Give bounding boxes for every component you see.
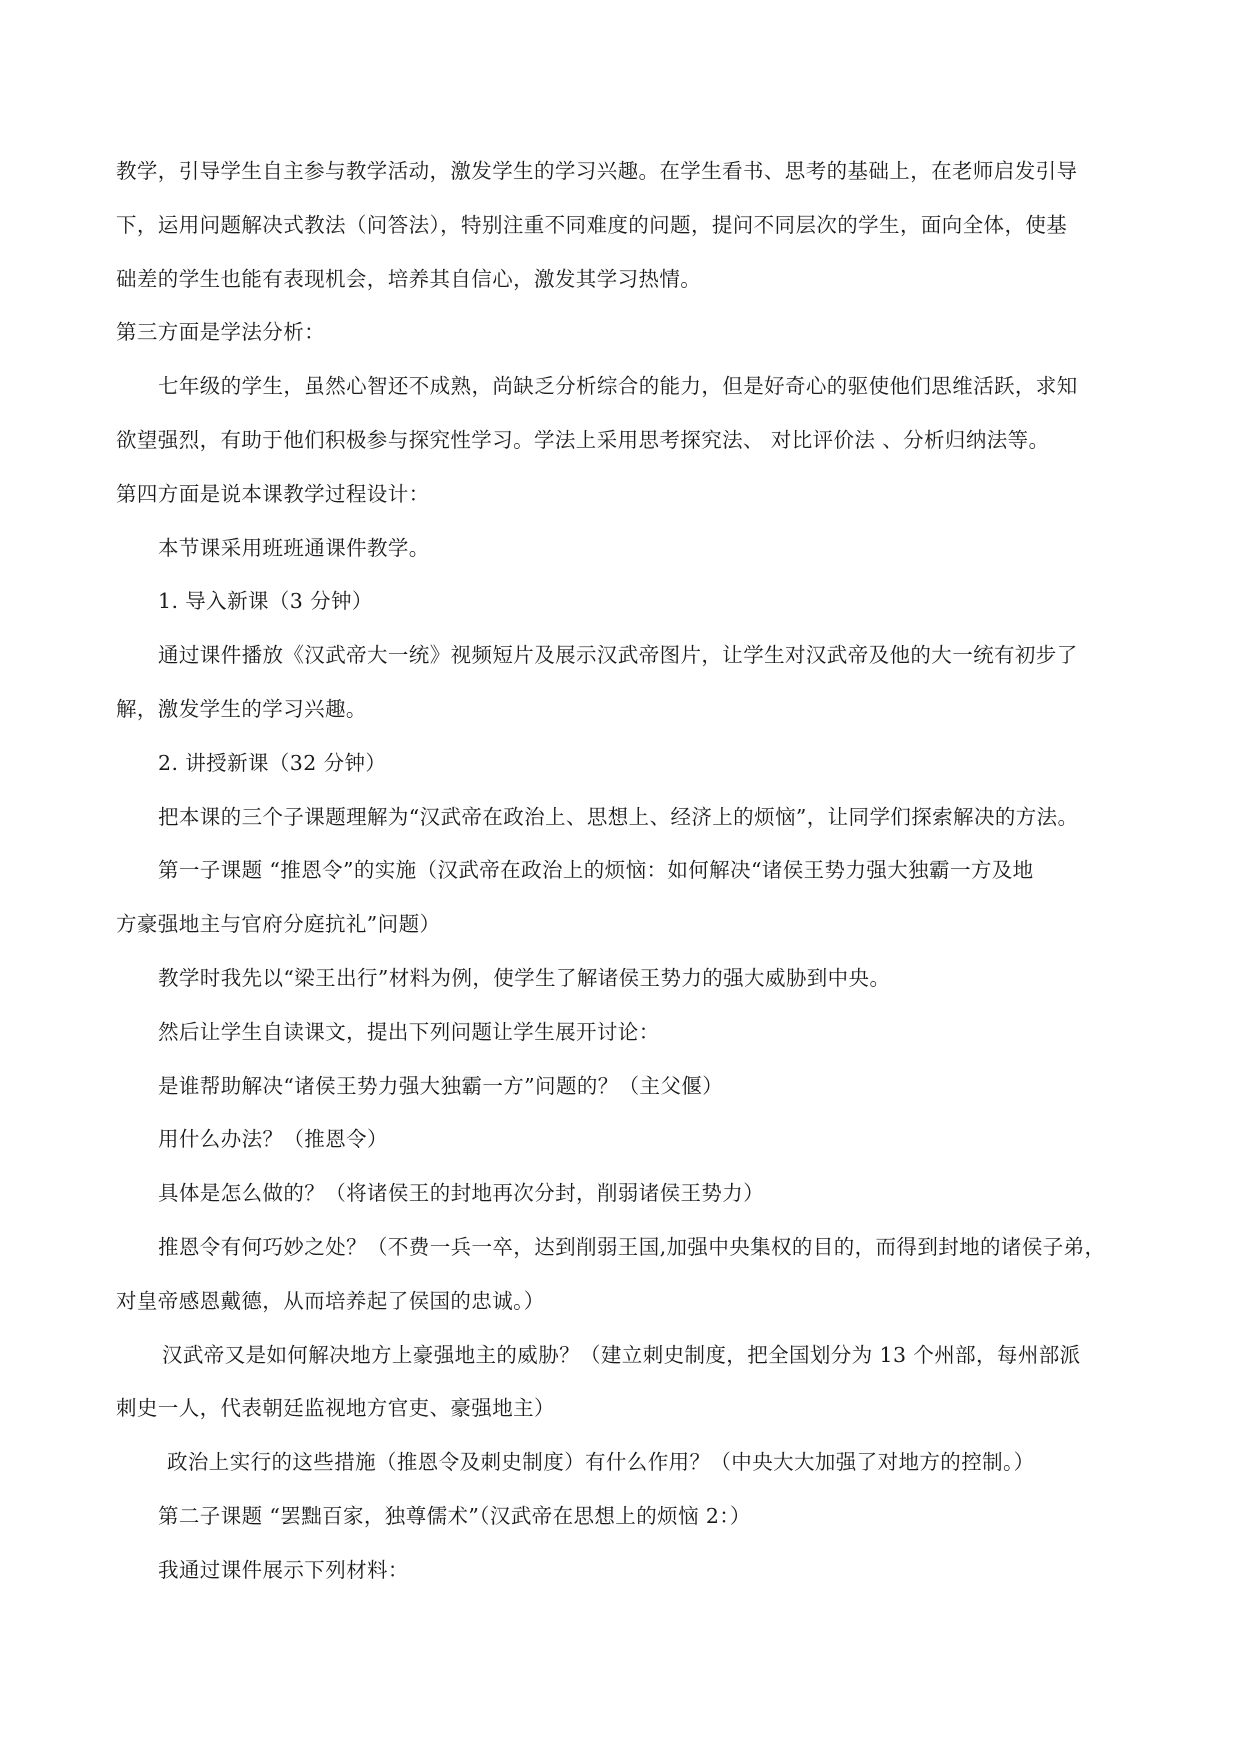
paragraph-line: 础差的学生也能有表现机会，培养其自信心，激发其学习热情。	[116, 266, 702, 291]
paragraph-line: 然后让学生自读课文，提出下列问题让学生展开讨论：	[158, 1019, 660, 1044]
paragraph-line: 本节课采用班班通课件教学。	[158, 535, 430, 560]
paragraph-line: 七年级的学生，虽然心智还不成熟，尚缺乏分析综合的能力，但是好奇心的驱使他们思维活跃，求知	[158, 374, 1078, 399]
subtopic-heading: 第二子课题 “罢黜百家，独尊儒术”（汉武帝在思想上的烦恼 2：）	[158, 1503, 751, 1528]
paragraph-line: 我通过课件展示下列材料：	[158, 1557, 409, 1582]
paragraph-line: 教学，引导学生自主参与教学活动，激发学生的学习兴趣。在学生看书、思考的基础上，在老师启发引导	[116, 159, 1078, 183]
section-heading: 第三方面是学法分析：	[116, 320, 325, 345]
paragraph-line: 对皇帝感恩戴德，从而培养起了侯国的忠诚。）	[116, 1288, 545, 1313]
question-line: 推恩令有何巧妙之处？（不费一兵一卒，达到削弱王国,加强中央集权的目的，而得到封地的诸侯子弟，	[158, 1234, 1106, 1259]
step-heading: 2. 讲授新课（32 分钟）	[158, 750, 387, 775]
question-line: 政治上实行的这些措施（推恩令及刺史制度）有什么作用？（中央大大加强了对地方的控制。）	[167, 1450, 1035, 1475]
paragraph-line: 下，运用问题解决式教法（问答法），特别注重不同难度的问题，提问不同层次的学生，面向全体，使基	[116, 212, 1068, 237]
question-line: 是谁帮助解决“诸侯王势力强大独霸一方”问题的？（主父偃）	[158, 1073, 724, 1098]
paragraph-line: 通过课件播放《汉武帝大一统》视频短片及展示汉武帝图片，让学生对汉武帝及他的大一统有初步了	[158, 643, 1078, 668]
question-line: 汉武帝又是如何解决地方上豪强地主的威胁？（建立刺史制度，把全国划分为 13 个州部，每州部派	[162, 1342, 1081, 1367]
subtopic-heading: 第一子课题 “推恩令”的实施（汉武帝在政治上的烦恼：如何解决“诸侯王势力强大独霸一方及地	[158, 858, 1034, 883]
paragraph-line: 解，激发学生的学习兴趣。	[116, 696, 367, 721]
paragraph-line: 欲望强烈，有助于他们积极参与探究性学习。学法上采用思考探究法、 对比评价法 、分析归纳法等。	[116, 427, 1050, 452]
section-heading: 第四方面是说本课教学过程设计：	[116, 481, 430, 506]
paragraph-line: 刺史一人，代表朝廷监视地方官吏、豪强地主）	[116, 1396, 555, 1421]
paragraph-line: 方豪强地主与官府分庭抗礼”问题）	[116, 912, 441, 937]
paragraph-line: 把本课的三个子课题理解为“汉武帝在政治上、思想上、经济上的烦恼”，让同学们探索解决的方法。	[158, 804, 1079, 829]
paragraph-line: 教学时我先以“梁王出行”材料为例，使学生了解诸侯王势力的强大威胁到中央。	[158, 965, 891, 990]
document-body	[116, 158, 1139, 1611]
question-line: 用什么办法？（推恩令）	[158, 1127, 388, 1152]
question-line: 具体是怎么做的？（将诸侯王的封地再次分封，削弱诸侯王势力）	[158, 1181, 765, 1206]
step-heading: 1. 导入新课（3 分钟）	[158, 589, 373, 614]
